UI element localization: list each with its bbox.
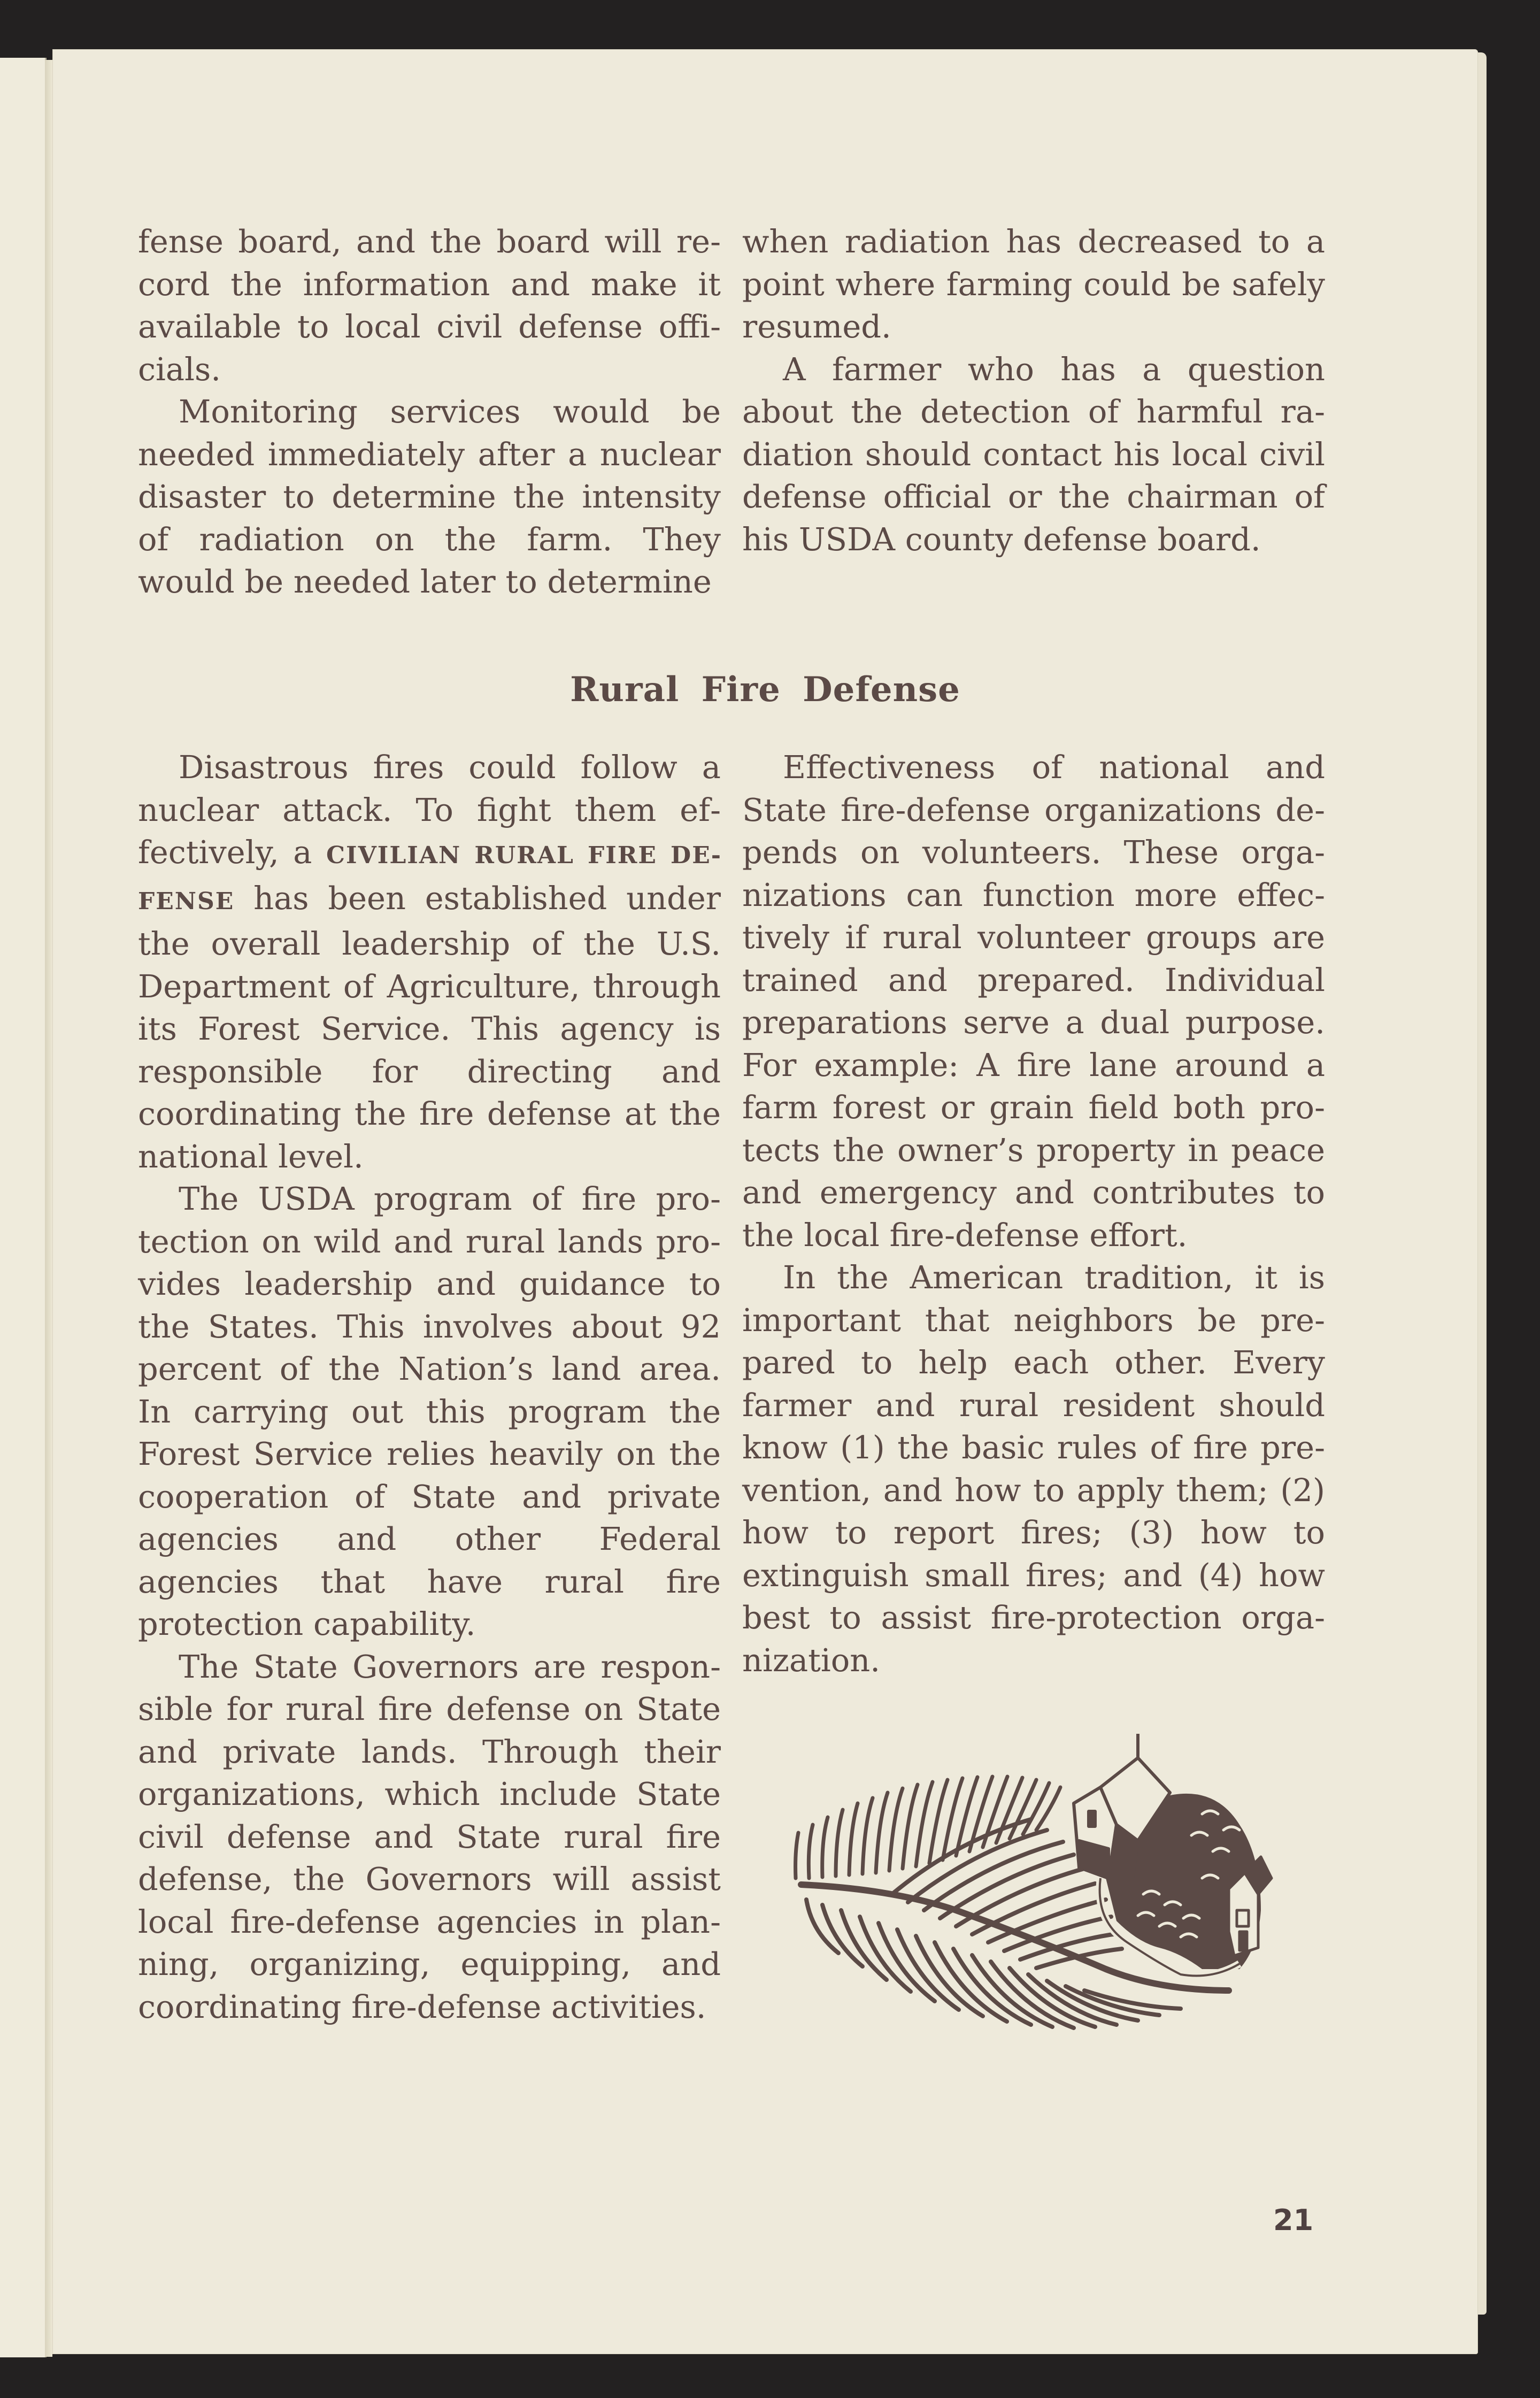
- section-heading: [52, 670, 1478, 710]
- farm-woodcut-illustration-icon: [732, 1718, 1346, 2039]
- paragraph: fense board, and the board will record the information and make it available to local civil defense officials.: [138, 223, 721, 388]
- document-page: [52, 49, 1478, 2354]
- paragraph: A farmer who has a question about the detection of harmful radiation should contact his local civil defense official or the chairman of his USDA county defense board.: [742, 350, 1325, 558]
- paragraph: In the American tradition, it is important that neighbors be prepared to help each other. Every farmer and rural resident should know (1) the basic rules of fire prevention, and how to apply them; (2) how to report fires; (3) how to extinguish small fires; and (4) how best to assist fire-protection organization.: [742, 1259, 1325, 1679]
- previous-page-edge: [0, 58, 47, 2357]
- paragraph: [138, 746, 721, 1178]
- fire-defense-right-column: [742, 746, 1325, 1681]
- paragraph: The State Governors are responsible for rural fire defense on State and private lands. Through their organizations, which include State civil defense and State rural fire defense, the Governors will assist local fire-defense agencies in planning, organizing, equipping, and coordinating fire-defense activities.: [138, 1648, 721, 2025]
- page-stack-edge: [1477, 52, 1487, 2315]
- top-left-column: [138, 220, 721, 603]
- paragraph: when radiation has decreased to a point where farming could be safely resumed.: [742, 223, 1325, 345]
- top-right-column: [742, 220, 1325, 560]
- paragraph: Monitoring services would be needed immediately after a nuclear disaster to determine the intensity of radiation on the farm. They would be needed later to determine: [138, 393, 721, 600]
- book-gutter: [45, 60, 52, 2357]
- paragraph-text: has been established under the overall leadership of the U.S. Department of Agriculture, through its Forest Service. This agency is responsible for directing and coordinating the fire defense at the national level.: [138, 879, 721, 1175]
- paragraph: Effectiveness of national and State fire-defense organizations depends on volunteers. These organizations can function more effectively if rural volunteer groups are trained and prepared. Individual preparations serve a dual purpose. For example: A fire lane around a farm forest or grain field both protects the owner’s property in peace and emergency and contributes to the local fire-defense effort.: [742, 749, 1325, 1254]
- fire-defense-left-column: [138, 746, 721, 2028]
- page-number: 21: [1273, 2203, 1314, 2237]
- paragraph-text: Disastrous fires could follow a nuclear attack. To fight them effectively, a: [138, 749, 721, 871]
- section-heading-text: Rural Fire Defense: [570, 670, 960, 710]
- paragraph: The USDA program of fire protection on wild and rural lands provides leadership and guidance to the States. This involves about 92 percent of the Nation’s land area. In carrying out this program the Forest Service relies heavily on the cooperation of State and private agencies and other Federal agencies that have rural fire protection capability.: [138, 1180, 721, 1642]
- small-caps-term: CIVILIAN RURAL FIRE DEFENSE: [138, 842, 721, 915]
